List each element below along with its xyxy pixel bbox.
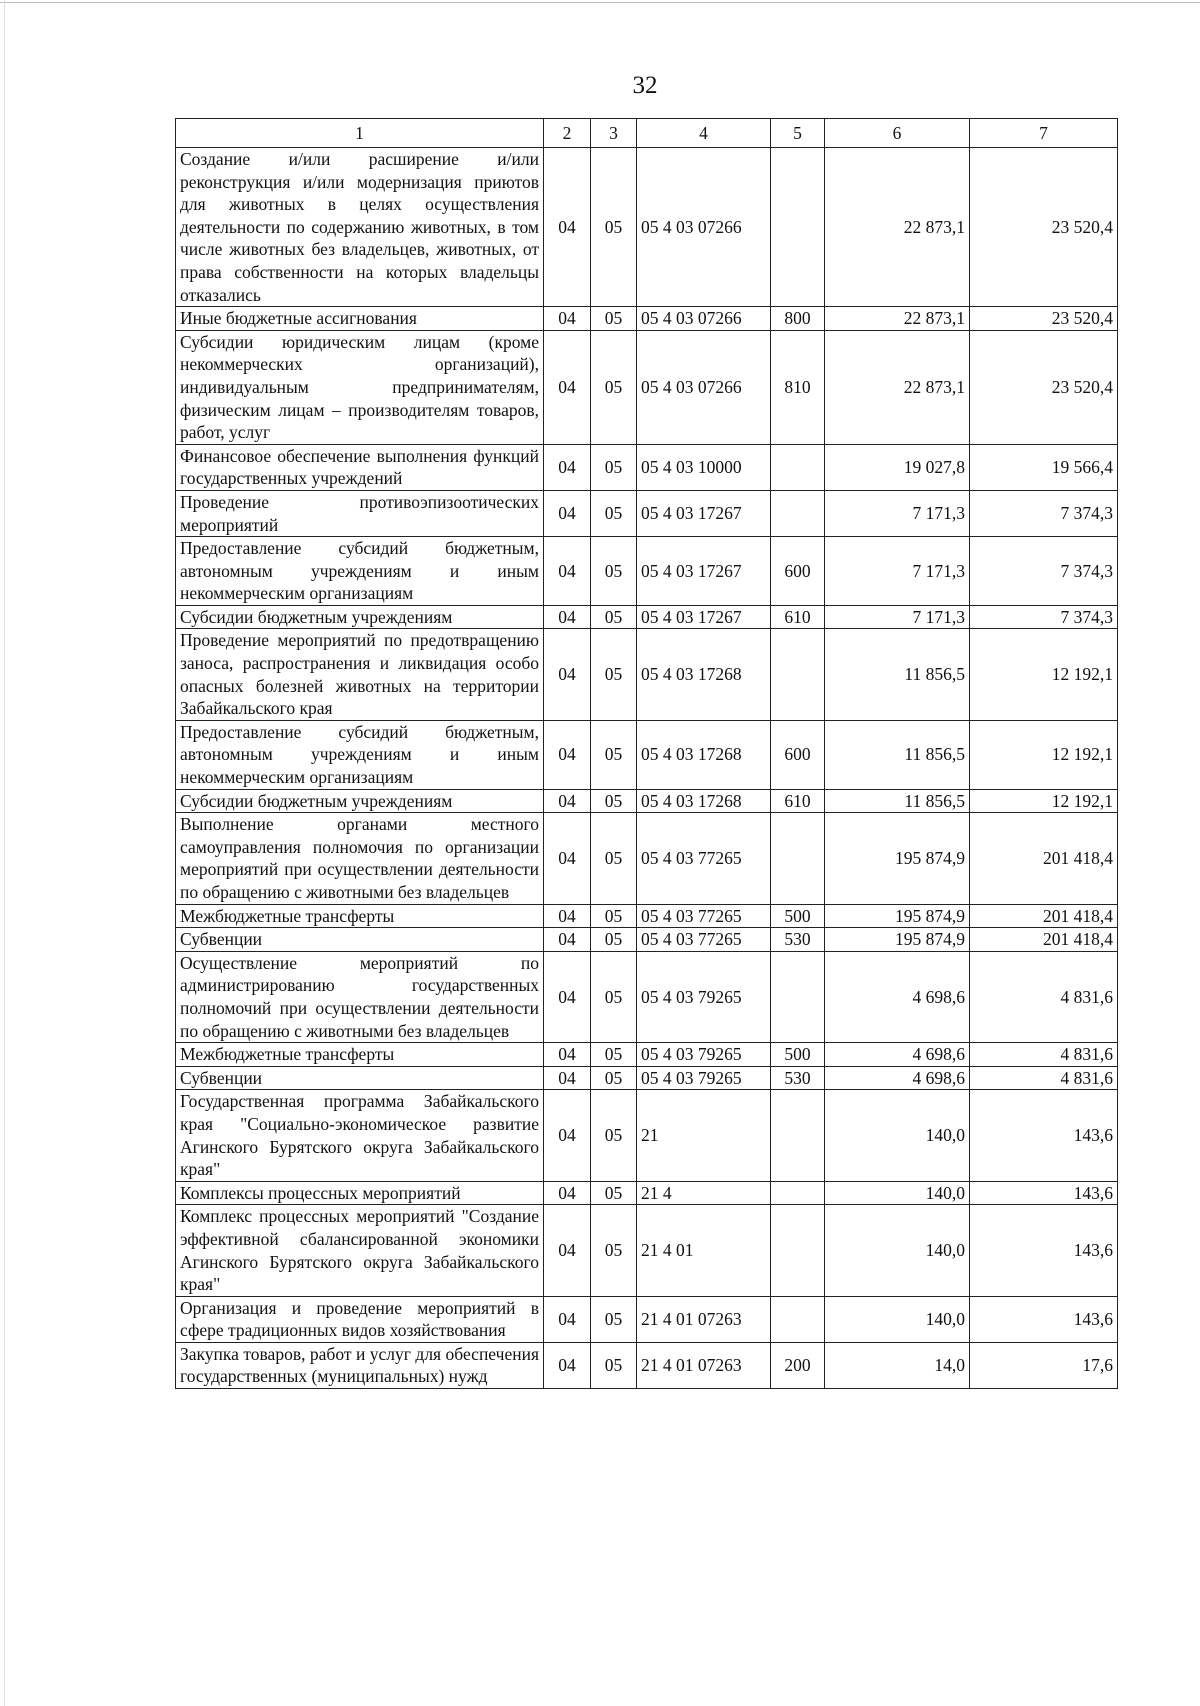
section-code: 04 [544, 629, 591, 720]
expense-type-code [771, 1205, 825, 1296]
table-row [176, 720, 1118, 789]
amount-year-2: 143,6 [970, 1181, 1118, 1205]
row-name: Субсидии бюджетным учреждениям [176, 605, 544, 629]
row-name: Осуществление мероприятий по администрированию государственных полномочий при осуществлении деятельности по обращению с животными без владельцев [176, 951, 544, 1042]
table-row [176, 1181, 1118, 1205]
section-code: 04 [544, 307, 591, 331]
subsection-code: 05 [591, 928, 637, 952]
table-row [176, 951, 1118, 1042]
row-name: Субвенции [176, 1066, 544, 1090]
target-article-code: 21 4 01 07263 [637, 1296, 771, 1342]
subsection-code: 05 [591, 720, 637, 789]
table-row [176, 537, 1118, 606]
subsection-code: 05 [591, 444, 637, 490]
subsection-code: 05 [591, 148, 637, 307]
target-article-code: 05 4 03 79265 [637, 951, 771, 1042]
section-code: 04 [544, 813, 591, 904]
subsection-code: 05 [591, 605, 637, 629]
subsection-code: 05 [591, 1043, 637, 1067]
row-name: Межбюджетные трансферты [176, 904, 544, 928]
expense-type-code [771, 490, 825, 536]
section-code: 04 [544, 330, 591, 444]
section-code: 04 [544, 1043, 591, 1067]
target-article-code: 21 4 01 [637, 1205, 771, 1296]
section-code: 04 [544, 1181, 591, 1205]
row-name: Проведение мероприятий по предотвращению заноса, распространения и ликвидация особо опасных болезней животных на территории Забайкальского края [176, 629, 544, 720]
section-code: 04 [544, 1066, 591, 1090]
subsection-code: 05 [591, 813, 637, 904]
subsection-code: 05 [591, 951, 637, 1042]
subsection-code: 05 [591, 330, 637, 444]
subsection-code: 05 [591, 1205, 637, 1296]
target-article-code: 05 4 03 17268 [637, 789, 771, 813]
amount-year-2: 17,6 [970, 1342, 1118, 1388]
table-row [176, 1043, 1118, 1067]
row-name: Субсидии юридическим лицам (кроме некоммерческих организаций), индивидуальным предпринимателям, физическим лицам – производителям товаров, работ, услуг [176, 330, 544, 444]
expense-type-code: 200 [771, 1342, 825, 1388]
amount-year-2: 201 418,4 [970, 904, 1118, 928]
section-code: 04 [544, 720, 591, 789]
amount-year-2: 4 831,6 [970, 1043, 1118, 1067]
expense-type-code: 500 [771, 904, 825, 928]
section-code: 04 [544, 537, 591, 606]
amount-year-2: 12 192,1 [970, 789, 1118, 813]
row-name: Предоставление субсидий бюджетным, автономным учреждениям и иным некоммерческим организациям [176, 537, 544, 606]
section-code: 04 [544, 1205, 591, 1296]
target-article-code: 21 4 [637, 1181, 771, 1205]
table-row [176, 789, 1118, 813]
target-article-code: 05 4 03 77265 [637, 813, 771, 904]
amount-year-1: 195 874,9 [825, 928, 970, 952]
target-article-code: 05 4 03 07266 [637, 307, 771, 331]
row-name: Выполнение органами местного самоуправления полномочия по организации мероприятий при осуществлении деятельности по обращению с животными без владельцев [176, 813, 544, 904]
amount-year-1: 11 856,5 [825, 629, 970, 720]
table-row [176, 444, 1118, 490]
table-row [176, 330, 1118, 444]
table-row [176, 1090, 1118, 1181]
table-row [176, 148, 1118, 307]
amount-year-1: 22 873,1 [825, 330, 970, 444]
row-name: Межбюджетные трансферты [176, 1043, 544, 1067]
target-article-code: 05 4 03 17267 [637, 537, 771, 606]
target-article-code: 05 4 03 17267 [637, 605, 771, 629]
amount-year-2: 143,6 [970, 1205, 1118, 1296]
section-code: 04 [544, 951, 591, 1042]
subsection-code: 05 [591, 789, 637, 813]
section-code: 04 [544, 904, 591, 928]
amount-year-2: 19 566,4 [970, 444, 1118, 490]
table-row [176, 1205, 1118, 1296]
table-body [176, 148, 1118, 1389]
amount-year-1: 22 873,1 [825, 148, 970, 307]
target-article-code: 21 4 01 07263 [637, 1342, 771, 1388]
amount-year-1: 11 856,5 [825, 789, 970, 813]
amount-year-2: 7 374,3 [970, 490, 1118, 536]
target-article-code: 05 4 03 79265 [637, 1066, 771, 1090]
target-article-code: 05 4 03 17268 [637, 720, 771, 789]
expense-type-code [771, 444, 825, 490]
subsection-code: 05 [591, 537, 637, 606]
amount-year-2: 12 192,1 [970, 629, 1118, 720]
expense-type-code: 810 [771, 330, 825, 444]
section-code: 04 [544, 148, 591, 307]
section-code: 04 [544, 490, 591, 536]
row-name: Проведение противоэпизоотических мероприятий [176, 490, 544, 536]
header-cell: 1 [176, 119, 544, 148]
subsection-code: 05 [591, 1342, 637, 1388]
expense-type-code [771, 951, 825, 1042]
subsection-code: 05 [591, 904, 637, 928]
target-article-code: 21 [637, 1090, 771, 1181]
target-article-code: 05 4 03 77265 [637, 928, 771, 952]
row-name: Иные бюджетные ассигнования [176, 307, 544, 331]
subsection-code: 05 [591, 1181, 637, 1205]
target-article-code: 05 4 03 10000 [637, 444, 771, 490]
scan-edge-top [0, 2, 1200, 3]
scan-edge-left [4, 0, 5, 1706]
amount-year-1: 22 873,1 [825, 307, 970, 331]
header-cell: 6 [825, 119, 970, 148]
amount-year-2: 4 831,6 [970, 951, 1118, 1042]
table-row [176, 813, 1118, 904]
row-name: Организация и проведение мероприятий в сфере традиционных видов хозяйствования [176, 1296, 544, 1342]
target-article-code: 05 4 03 79265 [637, 1043, 771, 1067]
target-article-code: 05 4 03 07266 [637, 148, 771, 307]
amount-year-2: 23 520,4 [970, 148, 1118, 307]
subsection-code: 05 [591, 1066, 637, 1090]
amount-year-2: 7 374,3 [970, 537, 1118, 606]
amount-year-2: 23 520,4 [970, 307, 1118, 331]
amount-year-2: 143,6 [970, 1296, 1118, 1342]
amount-year-2: 12 192,1 [970, 720, 1118, 789]
expense-type-code [771, 1090, 825, 1181]
section-code: 04 [544, 1090, 591, 1181]
section-code: 04 [544, 444, 591, 490]
amount-year-1: 140,0 [825, 1090, 970, 1181]
section-code: 04 [544, 928, 591, 952]
row-name: Государственная программа Забайкальского края "Социально-экономическое развитие Агинского Бурятского округа Забайкальского края" [176, 1090, 544, 1181]
section-code: 04 [544, 605, 591, 629]
amount-year-1: 19 027,8 [825, 444, 970, 490]
header-cell: 5 [771, 119, 825, 148]
amount-year-1: 7 171,3 [825, 537, 970, 606]
subsection-code: 05 [591, 307, 637, 331]
expense-type-code [771, 148, 825, 307]
row-name: Субсидии бюджетным учреждениям [176, 789, 544, 813]
amount-year-2: 201 418,4 [970, 928, 1118, 952]
table-row [176, 629, 1118, 720]
header-cell: 3 [591, 119, 637, 148]
expense-type-code: 500 [771, 1043, 825, 1067]
table-header-row [176, 119, 1118, 148]
expense-type-code: 600 [771, 720, 825, 789]
amount-year-2: 143,6 [970, 1090, 1118, 1181]
row-name: Субвенции [176, 928, 544, 952]
amount-year-1: 195 874,9 [825, 904, 970, 928]
page-number: 32 [632, 72, 658, 99]
amount-year-1: 140,0 [825, 1296, 970, 1342]
expense-type-code: 610 [771, 605, 825, 629]
table-row [176, 904, 1118, 928]
target-article-code: 05 4 03 17267 [637, 490, 771, 536]
row-name: Финансовое обеспечение выполнения функций государственных учреждений [176, 444, 544, 490]
amount-year-1: 4 698,6 [825, 951, 970, 1042]
expense-type-code [771, 813, 825, 904]
amount-year-2: 23 520,4 [970, 330, 1118, 444]
row-name: Комплексы процессных мероприятий [176, 1181, 544, 1205]
expense-type-code: 530 [771, 928, 825, 952]
amount-year-1: 4 698,6 [825, 1066, 970, 1090]
amount-year-1: 140,0 [825, 1205, 970, 1296]
row-name: Закупка товаров, работ и услуг для обеспечения государственных (муниципальных) нужд [176, 1342, 544, 1388]
table-row [176, 928, 1118, 952]
header-cell: 2 [544, 119, 591, 148]
budget-table [175, 118, 1118, 1389]
section-code: 04 [544, 1342, 591, 1388]
section-code: 04 [544, 1296, 591, 1342]
table-row [176, 605, 1118, 629]
table-row [176, 307, 1118, 331]
table-row [176, 1342, 1118, 1388]
target-article-code: 05 4 03 77265 [637, 904, 771, 928]
amount-year-2: 7 374,3 [970, 605, 1118, 629]
row-name: Комплекс процессных мероприятий "Создание эффективной сбалансированной экономики Агинского Бурятского округа Забайкальского края" [176, 1205, 544, 1296]
expense-type-code: 800 [771, 307, 825, 331]
amount-year-2: 4 831,6 [970, 1066, 1118, 1090]
target-article-code: 05 4 03 07266 [637, 330, 771, 444]
header-cell: 4 [637, 119, 771, 148]
subsection-code: 05 [591, 629, 637, 720]
table-row [176, 490, 1118, 536]
table-row [176, 1296, 1118, 1342]
section-code: 04 [544, 789, 591, 813]
expense-type-code [771, 1296, 825, 1342]
amount-year-2: 201 418,4 [970, 813, 1118, 904]
row-name: Создание и/или расширение и/или реконструкция и/или модернизация приютов для животных в целях осуществления деятельности по содержанию животных, в том числе животных без владельцев, животных, от права собственности на которых владельцы отказались [176, 148, 544, 307]
expense-type-code [771, 629, 825, 720]
amount-year-1: 7 171,3 [825, 490, 970, 536]
target-article-code: 05 4 03 17268 [637, 629, 771, 720]
expense-type-code: 600 [771, 537, 825, 606]
amount-year-1: 7 171,3 [825, 605, 970, 629]
amount-year-1: 4 698,6 [825, 1043, 970, 1067]
header-cell: 7 [970, 119, 1118, 148]
expense-type-code: 530 [771, 1066, 825, 1090]
amount-year-1: 140,0 [825, 1181, 970, 1205]
table-row [176, 1066, 1118, 1090]
row-name: Предоставление субсидий бюджетным, автономным учреждениям и иным некоммерческим организациям [176, 720, 544, 789]
subsection-code: 05 [591, 1296, 637, 1342]
subsection-code: 05 [591, 490, 637, 536]
amount-year-1: 14,0 [825, 1342, 970, 1388]
expense-type-code: 610 [771, 789, 825, 813]
expense-type-code [771, 1181, 825, 1205]
subsection-code: 05 [591, 1090, 637, 1181]
amount-year-1: 11 856,5 [825, 720, 970, 789]
amount-year-1: 195 874,9 [825, 813, 970, 904]
